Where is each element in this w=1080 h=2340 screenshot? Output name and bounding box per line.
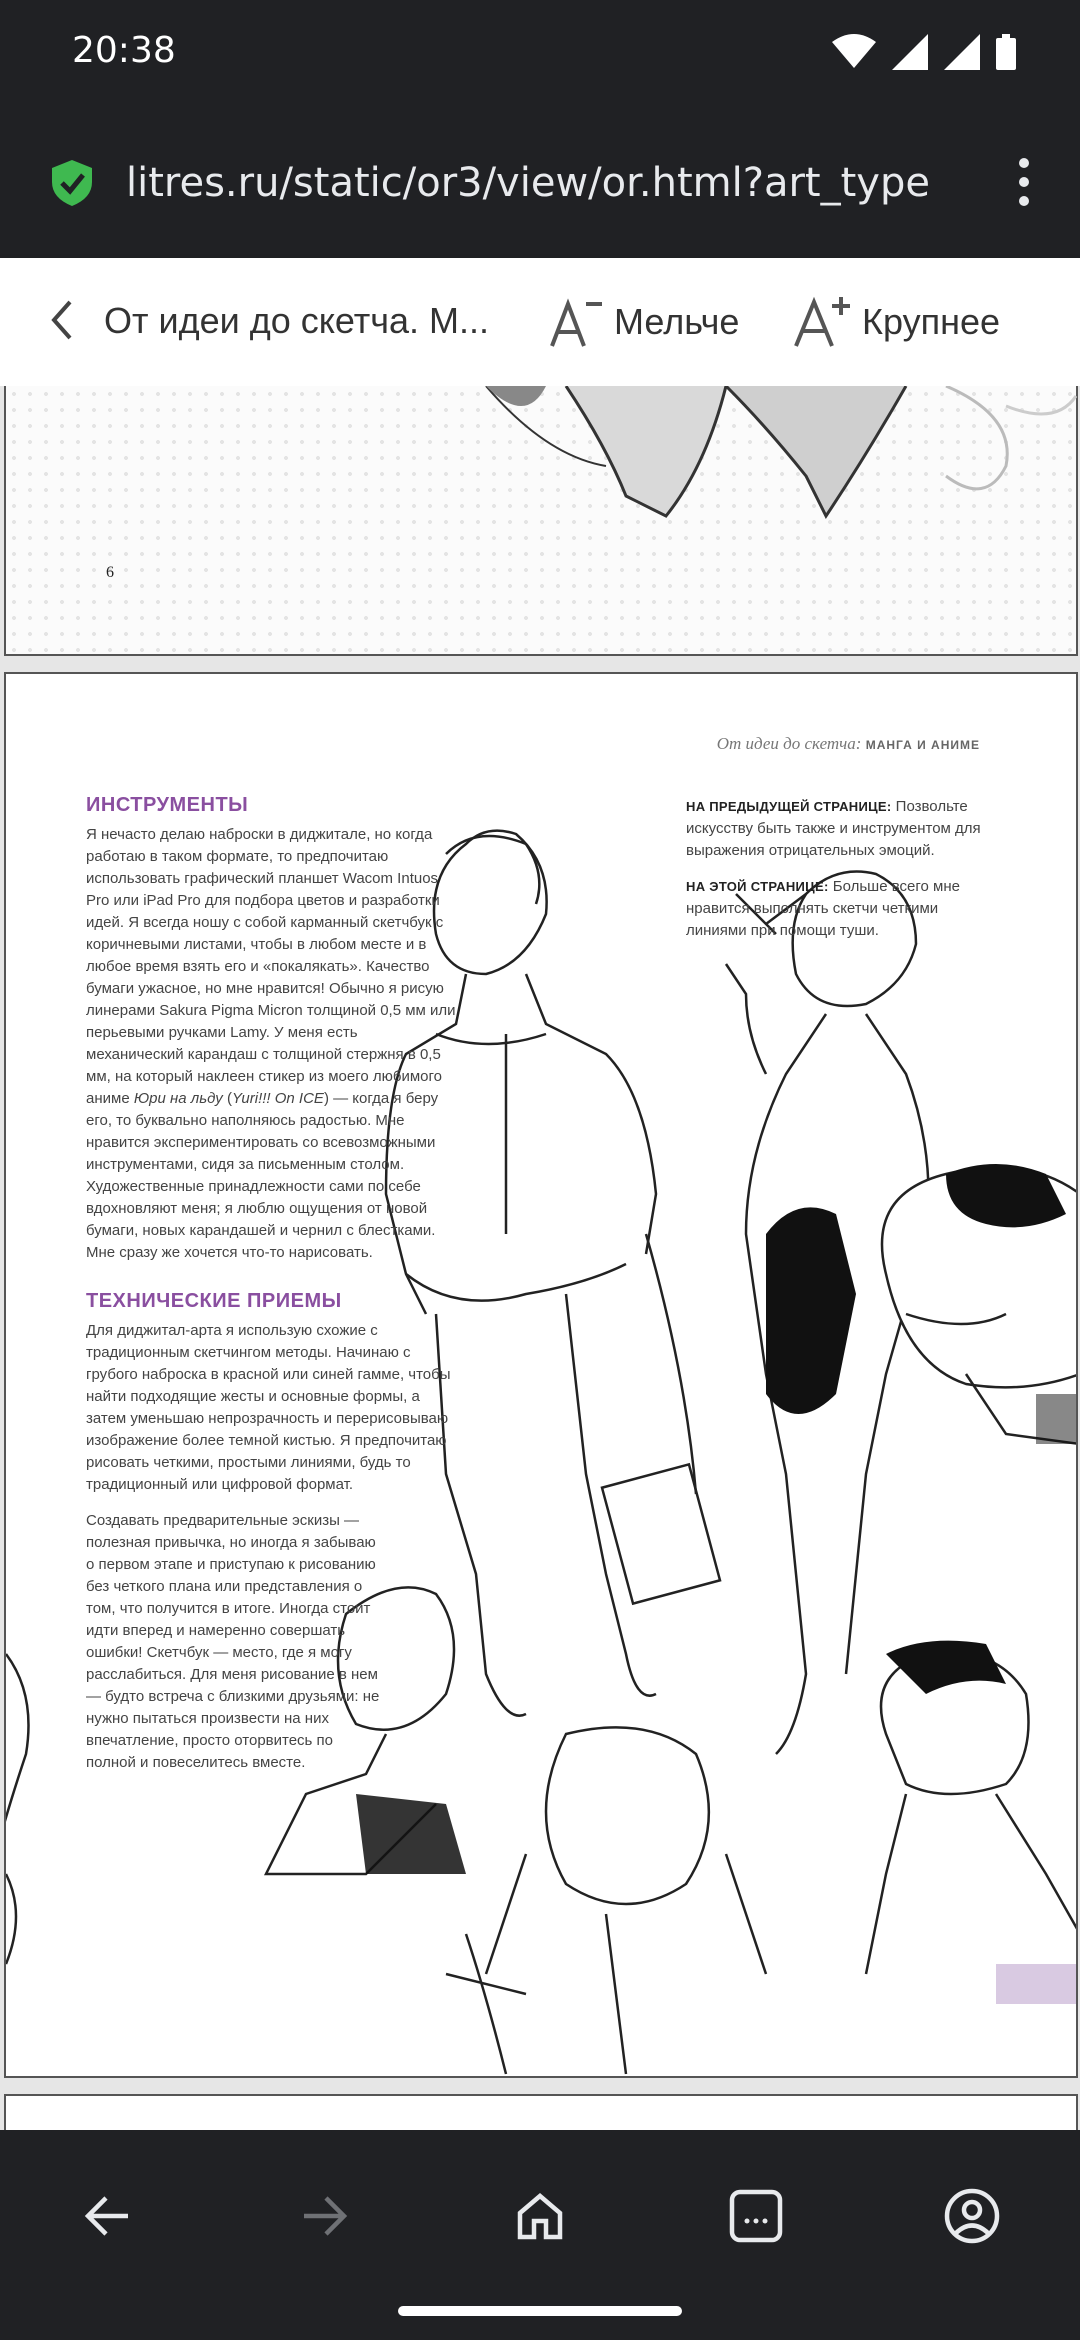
status-bar xyxy=(0,0,1080,108)
reading-area[interactable] xyxy=(0,386,1080,2130)
book-page xyxy=(4,672,1078,2078)
font-larger-label: Крупнее xyxy=(862,301,1001,342)
paragraph-text: ) — когда я беру его, то буквально наполняюсь радостью. Мне нравится экспериментировать со всевозможными инструментами, сидя за письменным столом. Художественные принадлежности сами по себе вдохновляют меня; я люблю ощущения от новой бумаги, новых карандашей и чернил с блестками. Мне сразу же хочется что-то нарисовать. xyxy=(86,1090,439,1261)
section-heading-techniques: ТЕХНИЧЕСКИЕ ПРИЕМЫ xyxy=(86,1290,342,1312)
browser-menu-icon[interactable] xyxy=(1012,158,1036,208)
anime-title-en: Yuri!!! On ICE xyxy=(231,1090,324,1107)
caption-previous-page xyxy=(686,796,986,862)
paragraph-tools xyxy=(86,824,456,1264)
paragraph-techniques: Для диджитал-арта я использую схожие с традиционным скетчингом методы. Начинаю с грубого наброска в красной или синей гамме, чтобы найти подходящие жесты и основные формы, а затем уменьшаю непрозрачность и перерисовываю изображение более темной кистью. Я предпочитаю рисовать четкими, простыми линиями, будь то традиционный или цифровой формат. xyxy=(86,1322,451,1493)
gesture-bar[interactable] xyxy=(398,2306,682,2316)
running-head-title: От идеи до скетча: xyxy=(716,734,862,753)
font-larger-button[interactable] xyxy=(792,286,1000,358)
back-button[interactable] xyxy=(72,2180,144,2252)
font-decrease-icon xyxy=(548,294,608,350)
page-number: 6 xyxy=(106,564,114,581)
caption-text: Позвольте искусству быть также и инструментом для выражения отрицательных эмоций. xyxy=(686,798,981,859)
previous-page xyxy=(4,386,1078,656)
section-heading-tools: ИНСТРУМЕНТЫ xyxy=(86,794,249,816)
signal-icon-2 xyxy=(944,34,980,70)
signal-icon xyxy=(892,34,928,70)
anime-title-ru: Юри на льду xyxy=(133,1090,223,1107)
forward-button[interactable] xyxy=(288,2180,360,2252)
browser-url-bar[interactable] xyxy=(0,108,1080,258)
sketch-illustration xyxy=(6,386,1080,656)
caption-column xyxy=(686,796,986,956)
battery-icon xyxy=(996,34,1016,70)
main-text-column xyxy=(86,794,456,1788)
font-increase-icon xyxy=(792,294,856,350)
home-icon xyxy=(515,2191,565,2241)
reader-toolbar xyxy=(0,258,1080,386)
book-title[interactable]: От идеи до скетча. М... xyxy=(104,300,490,341)
paragraph-text: ( xyxy=(226,1090,232,1107)
secure-shield-icon xyxy=(52,160,92,206)
arrow-left-icon xyxy=(84,2194,132,2238)
paragraph-sketches: Создавать предварительные эскизы — полезная привычка, но иногда я забываю о первом этапе и приступаю к рисованию без четкого плана или представления о том, что получится в итоге. Иногда стоит идти вперед и намеренно совершать ошибки! Скетчбук — место, где я могу расслабиться. Для меня рисование в нем — будто встреча с близкими друзьями: не нужно пытаться произвести на них впечатление, просто оторвитесь по полной и повеселитесь вместе. xyxy=(86,1512,380,1771)
caption-this-page xyxy=(686,876,986,942)
url-text[interactable]: litres.ru/static/or3/view/or.html?art_type xyxy=(126,160,930,206)
caption-label: НА ЭТОЙ СТРАНИЦЕ: xyxy=(686,879,829,894)
paragraph-text: Я нечасто делаю наброски в диджитале, но когда работаю в таком формате, то предпочитаю использовать графический планшет Wacom Intuos Pro или iPad Pro для подбора цветов и разработки идей. Я всегда ношу с собой карманный скетчбук с коричневыми листами, чтобы в любом месте и в любое время взять его и «покалякать». Качество бумаги ужасное, но мне нравится! Обычно я рисую линерами Sakura Pigma Micron толщиной 0,5 мм или перьевыми ручками Lamy. У меня есть механический карандаш с толщиной стержня в 0,5 мм, на который наклеен стикер из моего любимого аниме xyxy=(86,826,456,1107)
font-smaller-button[interactable] xyxy=(548,286,739,358)
status-icons xyxy=(832,34,1016,70)
browser-bottom-nav xyxy=(0,2130,1080,2340)
wifi-icon xyxy=(832,34,876,70)
account-icon xyxy=(944,2188,1000,2244)
next-page xyxy=(4,2094,1078,2130)
running-head-subtitle: МАНГА И АНИМЕ xyxy=(865,738,980,752)
home-button[interactable] xyxy=(504,2180,576,2252)
caption-text: Больше всего мне нравится выполнять скетчи четкими линиями при помощи туши. xyxy=(686,878,960,939)
tabs-button[interactable] xyxy=(720,2180,792,2252)
status-time: 20:38 xyxy=(72,30,176,71)
arrow-right-icon xyxy=(300,2194,348,2238)
caption-label: НА ПРЕДЫДУЩЕЙ СТРАНИЦЕ: xyxy=(686,799,892,814)
back-chevron-icon[interactable] xyxy=(48,298,76,342)
font-smaller-label: Мельче xyxy=(614,301,740,342)
account-button[interactable] xyxy=(936,2180,1008,2252)
tabs-icon xyxy=(729,2189,783,2243)
running-head xyxy=(717,734,980,754)
